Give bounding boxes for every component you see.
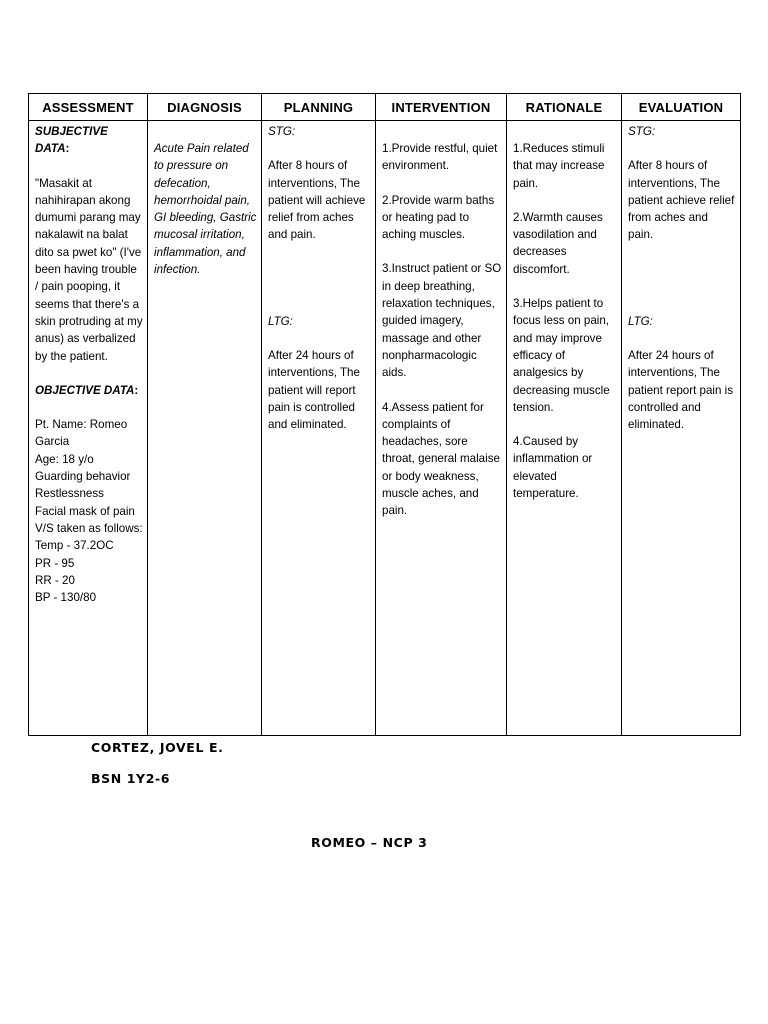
header-row	[29, 94, 741, 121]
planning-stg-text: After 8 hours of interventions, The patient will achieve relief from aches and pain.	[268, 159, 369, 242]
diagnosis-cell	[148, 121, 262, 736]
student-section: BSN 1Y2-6	[91, 771, 171, 786]
header-planning: PLANNING	[262, 94, 376, 121]
rationale-item: 2.Warmth causes vasodilation and decreases discomfort.	[513, 210, 607, 276]
evaluation-ltg-label: LTG:	[628, 314, 653, 328]
evaluation-cell	[622, 121, 741, 736]
rationale-cell	[507, 121, 622, 736]
rationale-item: 1.Reduces stimuli that may increase pain.	[513, 142, 608, 190]
assessment-cell: SUBJECTIVE DATA: "Masakit at nahihirapan akong dumumi parang may nakalawit na balat dito sa pwet ko" (I've been having trouble / pain pooping, it seems that there's a skin protruding at my anus) as verbalized by the patient. OBJECTIVE DATA: Pt. Name: Romeo Garcia Age: 18 y/o Guarding behavior Restlessness Facial mask of pain V/S taken as follows: Temp - 37.2OC PR - 95 RR - 20 BP - 130/80	[29, 121, 148, 736]
intervention-item: 2.Provide warm baths or heating pad to aching muscles.	[382, 193, 498, 242]
header-diagnosis: DIAGNOSIS	[148, 94, 262, 121]
rationale-item: 4.Caused by inflammation or elevated temperature.	[513, 435, 596, 501]
ncp-table	[28, 93, 741, 736]
planning-ltg-label: LTG:	[268, 314, 293, 328]
diagnosis-text: Acute Pain related to pressure on defecation, hemorrhoidal pain, GI bleeding, Gastric mucosal irritation, inflammation, and infection.	[154, 142, 260, 277]
header-rationale: RATIONALE	[507, 94, 622, 121]
intervention-item: 1.Provide restful, quiet environment.	[382, 142, 501, 173]
header-assessment: ASSESSMENT	[29, 94, 148, 121]
intervention-item: 3.Instruct patient or SO in deep breathing, relaxation techniques, guided imagery, massage and other nonpharmacologic aids.	[382, 262, 505, 380]
planning-cell	[262, 121, 376, 736]
subjective-text: "Masakit at nahihirapan akong dumumi parang may nakalawit na balat dito sa pwet ko" (I've been having trouble / pain pooping, it seems that there's a skin protruding at my anus) as verbalized by the patient.	[35, 176, 146, 363]
objective-label: OBJECTIVE DATA	[35, 383, 135, 397]
intervention-cell	[376, 121, 507, 736]
evaluation-ltg-text: After 24 hours of interventions, The patient report pain is controlled and eliminated.	[628, 349, 737, 432]
intervention-item: 4.Assess patient for complaints of headaches, sore throat, general malaise or body weakness, muscle aches, and pain.	[382, 400, 504, 518]
subjective-label: SUBJECTIVE DATA	[35, 125, 112, 156]
content-row	[29, 121, 741, 736]
objective-text: Pt. Name: Romeo Garcia Age: 18 y/o Guarding behavior Restlessness Facial mask of pain V/S taken as follows: Temp - 37.2OC PR - 95 RR - 20 BP - 130/80	[35, 418, 143, 605]
student-name: CORTEZ, JOVEL E.	[91, 740, 224, 755]
evaluation-stg-text: After 8 hours of interventions, The patient achieve relief from aches and pain.	[628, 159, 738, 242]
document-title: ROMEO – NCP 3	[311, 835, 428, 850]
header-intervention: INTERVENTION	[376, 94, 507, 121]
evaluation-stg-label: STG:	[628, 125, 656, 138]
rationale-item: 3.Helps patient to focus less on pain, and may improve efficacy of analgesics by decreasing muscle tension.	[513, 297, 613, 414]
header-evaluation: EVALUATION	[622, 94, 741, 121]
planning-stg-label: STG:	[268, 125, 296, 138]
planning-ltg-text: After 24 hours of interventions, The patient will report pain is controlled and eliminated.	[268, 349, 364, 432]
